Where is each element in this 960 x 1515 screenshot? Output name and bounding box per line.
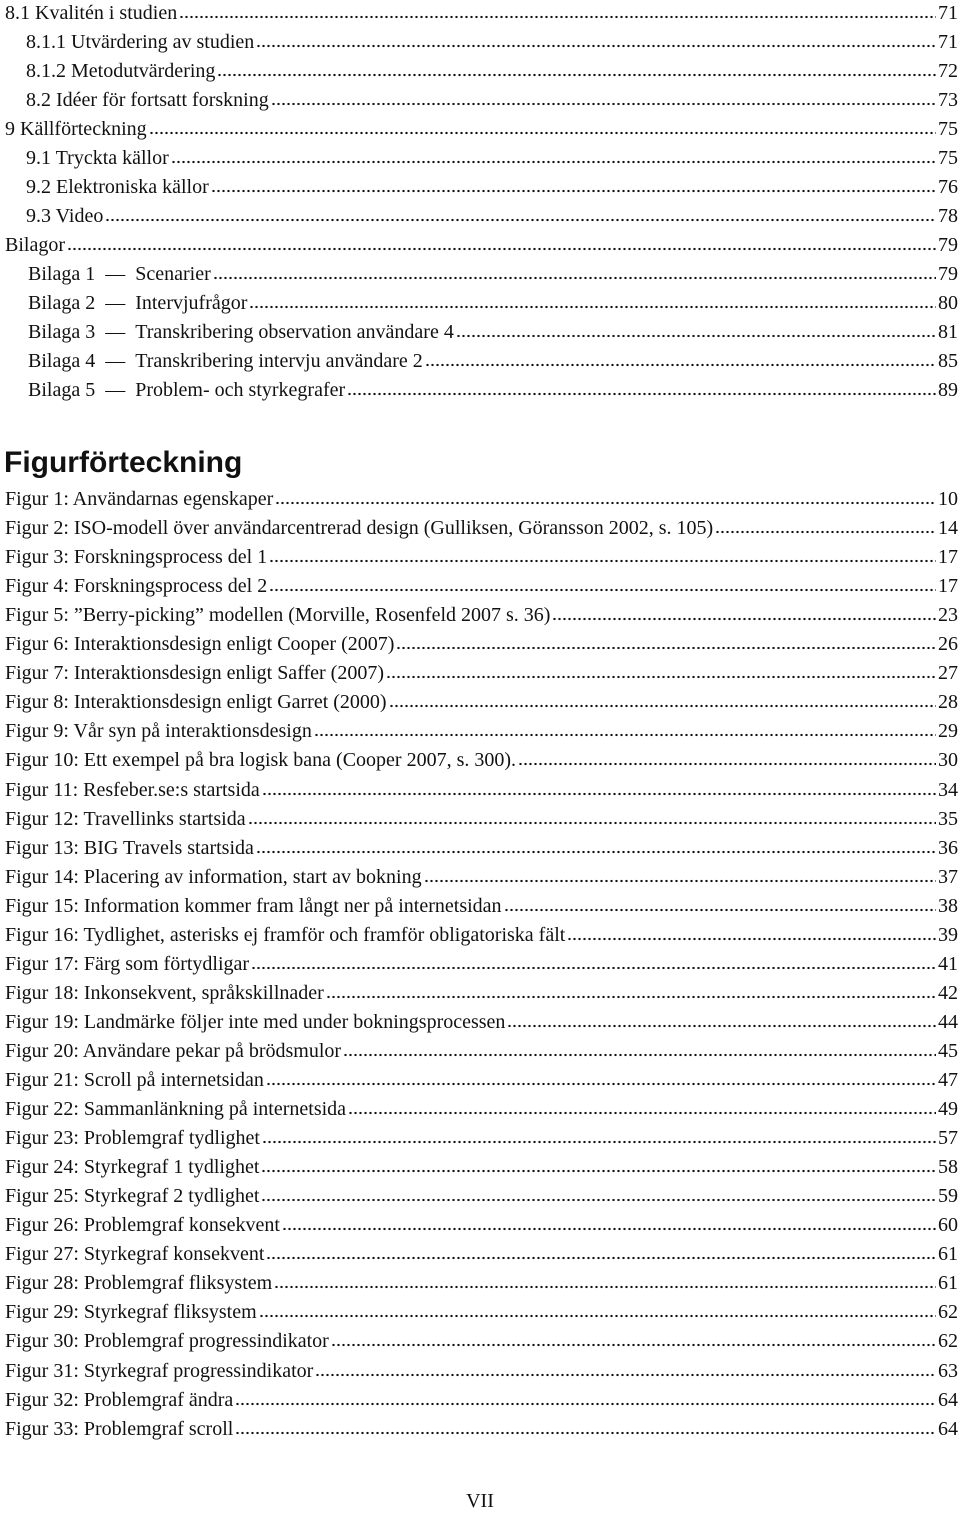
toc-entry-page: 76 [938,176,958,198]
dot-leader [347,378,936,396]
figure-entry-page: 57 [938,1127,958,1149]
dot-leader [266,1242,936,1260]
toc-entry[interactable] [0,173,960,201]
figure-entry[interactable] [0,1037,960,1065]
figure-entry[interactable] [0,1415,960,1443]
figure-entry[interactable] [0,1211,960,1239]
appendix-label: Bilaga 1 [28,263,96,285]
dot-leader [256,836,936,854]
figure-entry-page: 29 [938,720,958,742]
appendix-page: 85 [938,350,958,372]
figure-entry-title: Figur 8: Interaktionsdesign enligt Garret (2000) [5,691,387,713]
figure-entry-title: Figur 16: Tydlighet, asterisks ej framför och framför obligatoriska fält [5,924,566,946]
figure-entry-title: Figur 31: Styrkegraf progressindikator [5,1360,314,1382]
figure-entry-page: 34 [938,779,958,801]
figure-entry[interactable] [0,1269,960,1297]
appendix-title: Transkribering observation användare 4 [135,321,454,343]
figure-entry[interactable] [0,717,960,745]
figure-entry-page: 30 [938,749,958,771]
figure-entry[interactable] [0,776,960,804]
figure-entry-title: Figur 10: Ett exempel på bra logisk bana (Cooper 2007, s. 300). [5,749,517,771]
figure-entry-page: 27 [938,662,958,684]
figure-entry[interactable] [0,746,960,774]
toc-entry-page: 73 [938,89,958,111]
appendix-title: Problem- och styrkegrafer [135,379,346,401]
dot-leader [456,320,936,338]
figure-entry-title: Figur 33: Problemgraf scroll [5,1418,234,1440]
em-dash: — [105,321,126,343]
figure-entry[interactable] [0,543,960,571]
appendix-page: 80 [938,292,958,314]
toc-entry-page: 78 [938,205,958,227]
figure-entry-page: 26 [938,633,958,655]
figure-entry[interactable] [0,601,960,629]
dot-leader [235,1388,936,1406]
figure-entry-page: 62 [938,1330,958,1352]
dot-leader [262,1126,936,1144]
figure-entry-title: Figur 11: Resfeber.se:s startsida [5,779,260,801]
figure-entry-page: 17 [938,546,958,568]
figure-entry[interactable] [0,572,960,600]
figure-entry[interactable] [0,1357,960,1385]
figure-entry[interactable] [0,1124,960,1152]
figure-entry-page: 35 [938,808,958,830]
figure-entry[interactable] [0,950,960,978]
dot-leader [149,117,936,135]
toc-entry-title: 9.2 Elektroniska källor [26,176,209,198]
dot-leader [271,88,936,106]
figure-entry[interactable] [0,630,960,658]
figure-entry-title: Figur 20: Användare pekar på brödsmulor [5,1040,342,1062]
figure-entry-page: 62 [938,1301,958,1323]
toc-entry-title: Bilagor [5,234,65,256]
toc-entry-page: 75 [938,118,958,140]
figure-entry-page: 49 [938,1098,958,1120]
em-dash: — [105,292,126,314]
figure-entry-title: Figur 27: Styrkegraf konsekvent [5,1243,265,1265]
figure-entry[interactable] [0,1182,960,1210]
dot-leader [552,603,936,621]
dot-leader [179,1,936,19]
appendix-page: 79 [938,263,958,285]
figure-entry-title: Figur 29: Styrkegraf fliksystem [5,1301,257,1323]
figure-entry-title: Figur 1: Användarnas egenskaper [5,488,274,510]
figure-entry[interactable] [0,1153,960,1181]
toc-entry-title: 9.3 Video [26,205,104,227]
dot-leader [248,807,936,825]
dot-leader [275,487,936,505]
figure-entry[interactable] [0,805,960,833]
toc-entry-page: 71 [938,2,958,24]
figure-entry-title: Figur 26: Problemgraf konsekvent [5,1214,280,1236]
figure-entry-page: 42 [938,982,958,1004]
figure-entry-title: Figur 24: Styrkegraf 1 tydlighet [5,1156,260,1178]
dot-leader [261,1155,936,1173]
toc-entry-title: 8.1.2 Metodutvärdering [26,60,216,82]
figure-entry[interactable] [0,485,960,513]
dot-leader [269,574,936,592]
dot-leader [211,175,936,193]
figure-entry-title: Figur 23: Problemgraf tydlighet [5,1127,260,1149]
figure-entry-page: 23 [938,604,958,626]
toc-entry-title: 8.1 Kvalitén i studien [5,2,178,24]
dot-leader [235,1417,936,1435]
dot-leader [256,30,936,48]
figure-entry-title: Figur 15: Information kommer fram långt ner på internetsidan [5,895,502,917]
dot-leader [259,1300,936,1318]
dot-leader [389,690,936,708]
dot-leader [386,661,936,679]
appendix-label: Bilaga 5 [28,379,96,401]
em-dash: — [105,350,126,372]
figure-entry-title: Figur 19: Landmärke följer inte med under bokningsprocessen [5,1011,506,1033]
figure-entry-title: Figur 32: Problemgraf ändra [5,1389,234,1411]
toc-entry[interactable] [0,0,960,27]
figure-entry[interactable] [0,863,960,891]
figure-entry-title: Figur 25: Styrkegraf 2 tydlighet [5,1185,260,1207]
dot-leader [343,1039,936,1057]
figure-entry-title: Figur 18: Inkonsekvent, språkskillnader [5,982,324,1004]
dot-leader [282,1213,936,1231]
toc-entry[interactable] [0,57,960,85]
toc-entry-page: 75 [938,147,958,169]
toc-entry[interactable] [0,115,960,143]
dot-leader [314,719,936,737]
figure-entry-title: Figur 22: Sammanlänkning på internetsida [5,1098,347,1120]
figure-entry-page: 58 [938,1156,958,1178]
figure-entry-page: 64 [938,1418,958,1440]
figure-entry[interactable] [0,1095,960,1123]
dot-leader [217,59,936,77]
dot-leader [396,632,936,650]
dot-leader [567,923,936,941]
figure-entry-page: 36 [938,837,958,859]
figure-entry-page: 37 [938,866,958,888]
figure-entry-title: Figur 28: Problemgraf fliksystem [5,1272,273,1294]
toc-entry-page: 72 [938,60,958,82]
appendix-title: Transkribering intervju användare 2 [135,350,423,372]
figure-entry[interactable] [0,1240,960,1268]
page-number: VII [466,1490,494,1512]
toc-entry-page: 79 [938,234,958,256]
figure-entry-page: 14 [938,517,958,539]
figure-entry-title: Figur 2: ISO-modell över användarcentrerad design (Gulliksen, Göransson 2002, s. 105) [5,517,714,539]
toc-entry[interactable] [0,202,960,230]
figure-entry-page: 38 [938,895,958,917]
figure-entry-title: Figur 6: Interaktionsdesign enligt Cooper (2007) [5,633,395,655]
dot-leader [251,952,936,970]
dot-leader [504,894,936,912]
dot-leader [424,865,936,883]
figure-entry-title: Figur 21: Scroll på internetsidan [5,1069,264,1091]
dot-leader [425,349,936,367]
appendix-page: 89 [938,379,958,401]
appendix-entry[interactable] [0,376,960,404]
dot-leader [105,204,936,222]
toc-entry[interactable] [0,231,960,259]
dot-leader [715,516,936,534]
dot-leader [518,748,936,766]
dot-leader [262,778,936,796]
dot-leader [171,146,936,164]
figure-entry-page: 45 [938,1040,958,1062]
em-dash: — [105,263,126,285]
figure-entry-page: 17 [938,575,958,597]
dot-leader [507,1010,936,1028]
figure-entry-page: 60 [938,1214,958,1236]
dot-leader [213,262,936,280]
figure-entry-title: Figur 17: Färg som förtydligar [5,953,250,975]
appendix-entry[interactable] [0,289,960,317]
dot-leader [326,981,936,999]
figure-entry-title: Figur 13: BIG Travels startsida [5,837,254,859]
figure-entry-page: 61 [938,1243,958,1265]
appendix-title: Scenarier [135,263,211,285]
toc-entry-title: 9.1 Tryckta källor [26,147,169,169]
figure-entry-page: 39 [938,924,958,946]
toc-entry[interactable] [0,86,960,114]
toc-entry[interactable] [0,144,960,172]
figure-entry[interactable] [0,1327,960,1355]
figure-entry-page: 41 [938,953,958,975]
toc-entry-title: 9 Källförteckning [5,118,147,140]
dot-leader [266,1068,936,1086]
figure-entry-title: Figur 30: Problemgraf progressindikator [5,1330,329,1352]
figure-entry[interactable] [0,979,960,1007]
figure-entry[interactable] [0,514,960,542]
figure-entry-title: Figur 12: Travellinks startsida [5,808,246,830]
figure-entry[interactable] [0,1066,960,1094]
figure-entry[interactable] [0,834,960,862]
figure-entry-title: Figur 7: Interaktionsdesign enligt Saffer (2007) [5,662,385,684]
dot-leader [269,545,936,563]
appendix-entry[interactable] [0,260,960,288]
appendix-title: Intervjufrågor [135,292,248,314]
figure-entry-title: Figur 4: Forskningsprocess del 2 [5,575,268,597]
toc-entry-title: 8.2 Idéer för fortsatt forskning [26,89,269,111]
figure-entry-page: 61 [938,1272,958,1294]
toc-entry-title: 8.1.1 Utvärdering av studien [26,31,255,53]
dot-leader [315,1359,936,1377]
figures-heading: Figurförteckning [4,446,243,479]
figure-entry-page: 28 [938,691,958,713]
figure-entry-page: 64 [938,1389,958,1411]
figure-entry-page: 10 [938,488,958,510]
figure-entry-title: Figur 3: Forskningsprocess del 1 [5,546,268,568]
appendix-label: Bilaga 3 [28,321,96,343]
figure-entry-title: Figur 14: Placering av information, start av bokning [5,866,422,888]
appendix-label: Bilaga 2 [28,292,96,314]
dot-leader [331,1329,936,1347]
dot-leader [348,1097,936,1115]
figure-entry-page: 63 [938,1360,958,1382]
toc-entry-page: 71 [938,31,958,53]
appendix-entry[interactable] [0,318,960,346]
figure-entry[interactable] [0,1298,960,1326]
appendix-entry[interactable] [0,347,960,375]
toc-entry[interactable] [0,28,960,56]
dot-leader [274,1271,936,1289]
figure-entry-page: 47 [938,1069,958,1091]
figure-entry[interactable] [0,659,960,687]
figure-entry-page: 44 [938,1011,958,1033]
figure-entry-page: 59 [938,1185,958,1207]
appendix-page: 81 [938,321,958,343]
appendix-label: Bilaga 4 [28,350,96,372]
figure-entry[interactable] [0,688,960,716]
figure-entry-title: Figur 9: Vår syn på interaktionsdesign [5,720,312,742]
dot-leader [67,233,936,251]
figure-entry[interactable] [0,1008,960,1036]
em-dash: — [105,379,126,401]
dot-leader [249,291,936,309]
figure-entry-title: Figur 5: ”Berry-picking” modellen (Morville, Rosenfeld 2007 s. 36) [5,604,551,626]
figure-entry[interactable] [0,892,960,920]
dot-leader [261,1184,936,1202]
figure-entry[interactable] [0,921,960,949]
figure-entry[interactable] [0,1386,960,1414]
